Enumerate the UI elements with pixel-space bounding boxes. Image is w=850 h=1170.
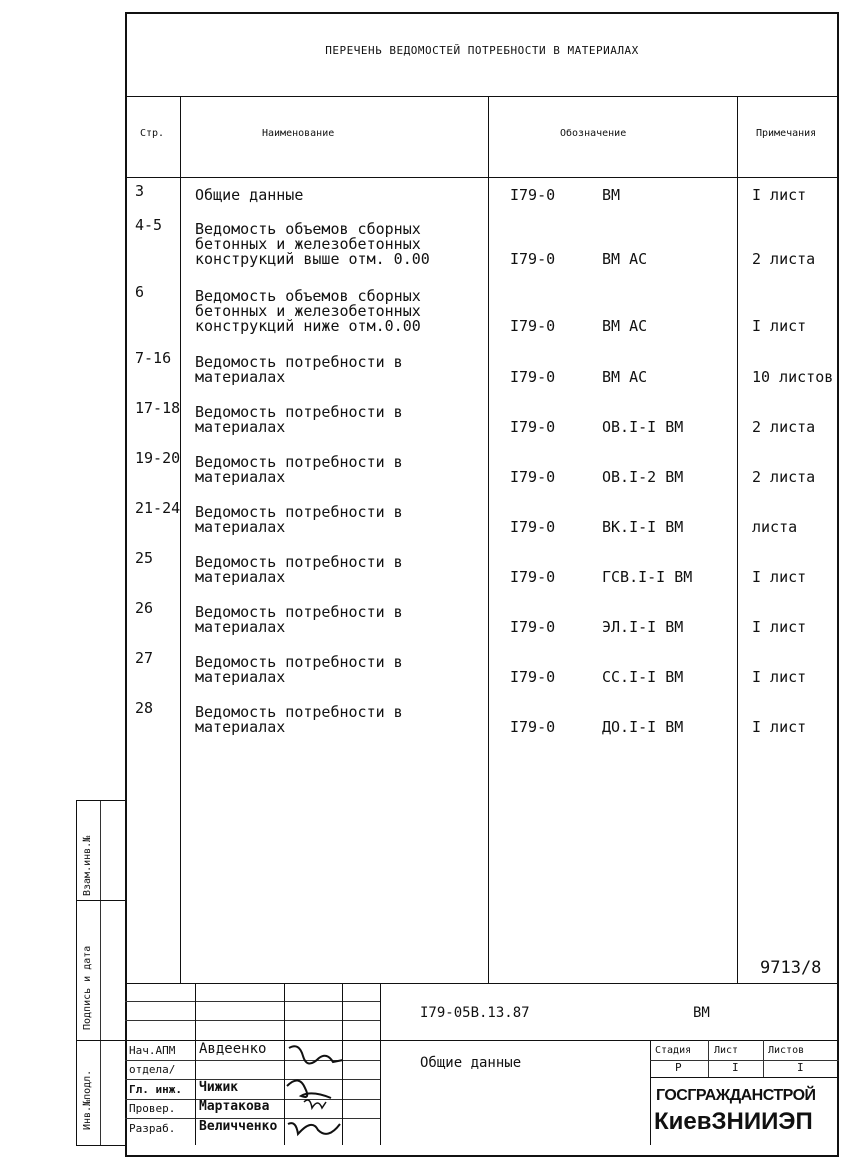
row-code: I79-0 <box>510 250 556 268</box>
row-mark: ОВ.I-2 ВМ <box>602 468 684 486</box>
row-page: 7-16 <box>135 349 172 367</box>
row-mark: СС.I-I ВМ <box>602 668 684 686</box>
col-header-notes: Примечания <box>756 128 817 139</box>
row-name: Ведомость потребности в материалах <box>195 453 403 486</box>
row-name: Ведомость потребности в материалах <box>195 553 403 586</box>
row-note: I лист <box>752 668 807 686</box>
row-name: Общие данные <box>195 186 304 204</box>
row-page: 25 <box>135 549 154 567</box>
row-name: Ведомость объемов сборных бетонных и железобетонных конструкций ниже отм.0.00 <box>195 287 421 335</box>
row-note: I лист <box>752 718 807 736</box>
row-name: Ведомость потребности в материалах <box>195 353 403 386</box>
col-line-2 <box>488 96 489 983</box>
row-mark: ЭЛ.I-I ВМ <box>602 618 684 636</box>
row-mark: ВМ <box>602 186 621 204</box>
row-page: 27 <box>135 649 154 667</box>
row-mark: ВМ АС <box>602 317 648 335</box>
row-note: 2 листа <box>752 418 816 436</box>
stamp-stage-value: Р <box>675 1061 682 1074</box>
row-page: 17-18 <box>135 399 181 417</box>
stamp-top-line <box>125 983 839 984</box>
row-code: I79-0 <box>510 618 556 636</box>
row-code: I79-0 <box>510 518 556 536</box>
header-divider <box>125 177 839 178</box>
side-label-inventory: Инв.№подл. <box>82 1069 93 1130</box>
row-page: 28 <box>135 699 154 717</box>
stamp-role-1: Нач.АПМ <box>129 1044 176 1057</box>
stamp-name-1: Авдеенко <box>199 1041 267 1057</box>
row-note: I лист <box>752 568 807 586</box>
signature-marks <box>284 1040 354 1145</box>
stamp-sheets-label: Листов <box>768 1045 805 1056</box>
row-name: Ведомость потребности в материалах <box>195 403 403 436</box>
row-code: I79-0 <box>510 568 556 586</box>
stamp-sheet-label: Лист <box>714 1045 739 1056</box>
col-line-3 <box>737 96 738 983</box>
row-name: Ведомость объемов сборных бетонных и железобетонных конструкций выше отм. 0.00 <box>195 220 430 268</box>
row-code: I79-0 <box>510 468 556 486</box>
row-note: листа <box>752 518 798 536</box>
row-page: 3 <box>135 182 145 200</box>
side-label-replacement: Взам.инв.№ <box>82 835 93 896</box>
row-page: 26 <box>135 599 154 617</box>
stamp-doc-mark: ВМ <box>693 1005 710 1021</box>
row-note: 2 листа <box>752 250 816 268</box>
row-mark: ВМ АС <box>602 368 648 386</box>
stamp-doc-title: Общие данные <box>420 1055 522 1071</box>
row-name: Ведомость потребности в материалах <box>195 603 403 636</box>
col-header-page: Стр. <box>140 128 165 139</box>
row-mark: ГСВ.I-I ВМ <box>602 568 693 586</box>
archive-number: 9713/8 <box>760 958 822 978</box>
row-name: Ведомость потребности в материалах <box>195 653 403 686</box>
title-divider <box>125 96 839 97</box>
row-code: I79-0 <box>510 186 556 204</box>
col-line-1 <box>180 96 181 983</box>
row-note: 10 листов <box>752 368 834 386</box>
row-note: I лист <box>752 618 807 636</box>
page-title: ПЕРЕЧЕНЬ ВЕДОМОСТЕЙ ПОТРЕБНОСТИ В МАТЕРИАЛАХ <box>325 44 639 57</box>
row-page: 4-5 <box>135 216 163 234</box>
row-mark: ВМ АС <box>602 250 648 268</box>
row-code: I79-0 <box>510 418 556 436</box>
stamp-name-3: Чижик <box>199 1080 239 1095</box>
stamp-org-line1: ГОСГРАЖДАНСТРОЙ <box>656 1087 816 1104</box>
stamp-sheets-value: I <box>797 1061 804 1074</box>
stamp-doc-code: I79-05В.13.87 <box>420 1005 530 1021</box>
stamp-org-line2: КиевЗНИИЭП <box>654 1108 813 1135</box>
row-page: 21-24 <box>135 499 181 517</box>
stamp-sheet-value: I <box>732 1061 739 1074</box>
col-header-designation: Обозначение <box>560 128 627 139</box>
row-note: 2 листа <box>752 468 816 486</box>
row-name: Ведомость потребности в материалах <box>195 503 403 536</box>
row-page: 6 <box>135 283 145 301</box>
side-label-signature: Подпись и дата <box>82 945 93 1030</box>
row-page: 19-20 <box>135 449 181 467</box>
row-code: I79-0 <box>510 718 556 736</box>
row-mark: ДО.I-I ВМ <box>602 718 684 736</box>
stamp-role-4: Провер. <box>129 1102 176 1115</box>
row-code: I79-0 <box>510 668 556 686</box>
stamp-role-3: Гл. инж. <box>129 1083 182 1096</box>
row-note: I лист <box>752 317 807 335</box>
row-code: I79-0 <box>510 317 556 335</box>
stamp-role-2: отдела/ <box>129 1063 176 1076</box>
row-mark: ОВ.I-I ВМ <box>602 418 684 436</box>
stamp-name-5: Величченко <box>199 1119 278 1134</box>
row-name: Ведомость потребности в материалах <box>195 703 403 736</box>
row-code: I79-0 <box>510 368 556 386</box>
stamp-role-5: Разраб. <box>129 1122 176 1135</box>
row-note: I лист <box>752 186 807 204</box>
stamp-name-4: Мартакова <box>199 1099 270 1114</box>
col-header-name: Наименование <box>262 128 335 139</box>
stamp-stage-label: Стадия <box>655 1045 692 1056</box>
row-mark: ВК.I-I ВМ <box>602 518 684 536</box>
